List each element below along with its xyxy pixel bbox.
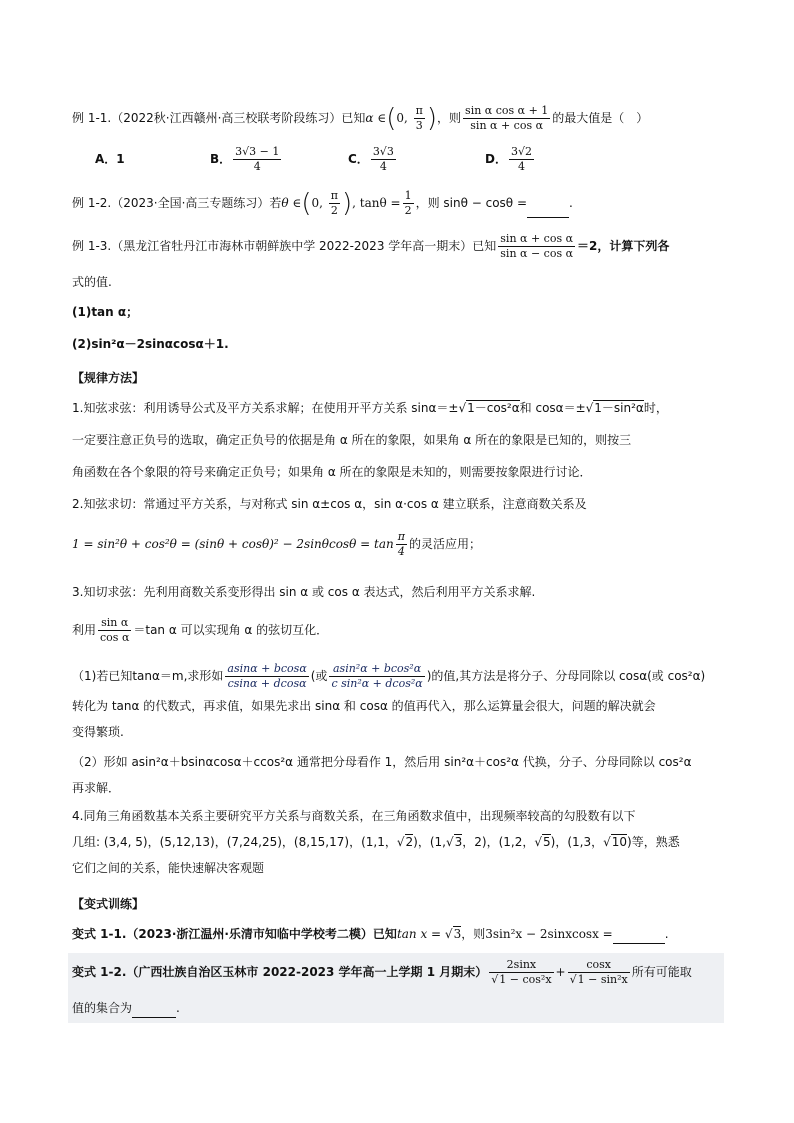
pi-over-3: $\frac{\pi}{3}$ [415,104,423,132]
answer-blank[interactable] [527,205,569,218]
method-p4-line1: （1)若已知tanα＝m,求形如 $\frac{asin\alpha + bcos\alpha}{csin\alpha + dcos\alpha}$ (或 $\frac{\text{asin²α + bcos²α}}{\text{c sin²α + dcos²α}}$ )的值,其方法是将分子、分母同除以 cosα(或 cos²α) [72,662,706,690]
variant-heading: 【变式训练】 [72,897,145,911]
target-fraction: $\frac{\text{sin α cos α + 1}}{\text{sin α + cos α}}$ [465,104,549,132]
example-1-3-line2: 式的值. [72,275,112,289]
method-p6-line3: 它们之间的关系，能快速解决客观题 [72,861,265,875]
method-p2-line1: 2.知弦求切：常通过平方关系，与对称式 sin α±cos α，sin α·cos α 建立联系，注意商数关系及 [72,497,587,511]
example-1-1-prefix: 例 1-1.（2022秋·江西赣州·高三校联考阶段练习）已知 [72,111,366,125]
method-p4-line2: 转化为 tanα 的代数式，再求值，如果先求出 sinα 和 cosα 的值再代入，那么运算量会很大，问题的解决就会 [72,699,656,713]
method-p1-line2: 一定要注意正负号的选取，确定正负号的依据是角 α 所在的象限，如果角 α 所在的象限是已知的，则按三 [72,433,632,447]
variant-1-1-blank[interactable] [613,931,665,944]
method-p6-line2: 几组: (3,4, 5)，(5,12,13)，(7,24,25)，(8,15,17)，(1,1，√2)，(1,√3，2)，(1,2，√5)，(1,3，√10)等，熟悉 [72,835,680,849]
method-p1-line3: 角函数在各个象限的符号来确定正负号；如果角 α 所在的象限是未知的，则需要按象限进行讨论． [72,465,592,479]
variant-1-2-line2: 值的集合为 . [72,998,180,1018]
variant-fraction-1: $\frac{2\sin x}{\text{√1 − cos²x}}$ [491,958,552,986]
example-1-1: 例 1-1.（2022秋·江西赣州·高三校联考阶段练习）已知α ∈(0, $\frac{\pi}{3}$ )，则 $\frac{\text{sin α cos α + 1}}{\text{sin α + cos α}}$ 的最大值是（ ） [72,103,649,134]
example-1-1-suffix: 的最大值是（ ） [552,111,649,125]
method-p1-line1: 1.知弦求弦：利用诱导公式及平方关系求解；在使用开平方关系 sinα＝±√1－cos²α和 cosα＝±√1－sin²α时， [72,401,668,415]
choice-d[interactable]: D． $\frac{3√2}{4}$ [485,145,532,173]
question-2: (2)sin²α－2sinαcosα＋1. [72,337,229,351]
quadratic-fraction: $\frac{\text{asin²α + bcos²α}}{\text{c sin²α + dcos²α}}$ [331,662,423,690]
example-1-1-mid: ，则 [437,111,462,125]
method-p5-line2: 再求解． [72,781,121,795]
method-p4-line3: 变得繁琐. [72,725,124,739]
method-p3-line1: 3.知切求弦：先利用商数关系变形得出 sin α 或 cos α 表达式，然后利用平方关系求解. [72,585,536,599]
linear-fraction: $\frac{asin\alpha + bcos\alpha}{csin\alpha + dcos\alpha}$ [227,662,307,690]
method-p3-line2: 利用 $\frac{\text{sin α}}{\text{cos α}}$ ＝tan α 可以实现角 α 的弦切互化． [72,616,329,644]
variant-1-2-blank[interactable] [132,1005,176,1018]
one-half: $\frac{1}{2}$ [404,189,412,217]
example-1-2: 例 1-2.（2023·全国·高三专题练习）若θ ∈(0, $\frac{\pi}{2}$ ), tanθ = $\frac{1}{2}$ ，则 sinθ − cosθ = . [72,188,573,219]
method-heading: 【规律方法】 [72,371,145,385]
choice-c[interactable]: C． $\frac{3√3}{4}$ [348,145,394,173]
sin-over-cos: $\frac{\text{sin α}}{\text{cos α}}$ [100,616,130,644]
choice-a[interactable]: A．1 [95,152,125,166]
method-p2-equation: 1 = sin²θ + cos²θ = (sinθ + cosθ)² − 2sinθcosθ = tan $\frac{\pi}{4}$ 的灵活应用； [72,530,481,558]
pi-over-2: $\frac{\pi}{2}$ [330,189,338,217]
method-p5-line1: （2）形如 asin²α＋bsinαcosα＋ccos²α 通常把分母看作 1，然后用 sin²α＋cos²α 代换，分子、分母同除以 cos²α [72,755,692,769]
variant-fraction-2: $\frac{\cos x}{\text{√1 − sin²x}}$ [569,958,628,986]
interval-start: 0, [396,111,412,125]
example-1-1-choices [95,145,655,175]
alpha-membership: α ∈ [365,111,387,125]
given-fraction: $\frac{\text{sin α + cos α}}{\text{sin α − cos α}}$ [500,232,574,260]
choice-b[interactable]: B． $\frac{3√3 - 1}{4}$ [210,145,280,173]
method-p6-line1: 4.同角三角函数基本关系主要研究平方关系与商数关系，在三角函数求值中，出现频率较高的勾股数有以下 [72,809,636,823]
example-1-2-prefix: 例 1-2.（2023·全国·高三专题练习）若 [72,196,282,210]
example-1-3: 例 1-3.（黑龙江省牡丹江市海林市朝鲜族中学 2022-2023 学年高一期末）已知 $\frac{\text{sin α + cos α}}{\text{sin α − cos α}}$ ＝2，计算下列各 [72,232,670,260]
variant-1-1: 变式 1-1.（2023·浙江温州·乐清市知临中学校考二模）已知tan x = √3，则3sin²x − 2sinxcosx = . [72,924,669,944]
pi-over-4: $\frac{\pi}{4}$ [397,530,405,558]
variant-1-2: 变式 1-2.（广西壮族自治区玉林市 2022-2023 学年高一上学期 1 月期末） $\frac{2\sin x}{\text{√1 − cos²x}}$ + $\frac{\cos x}{\text{√1 − sin²x}}$ 所有可能取 [72,958,692,986]
question-1: (1)tan α； [72,305,139,319]
